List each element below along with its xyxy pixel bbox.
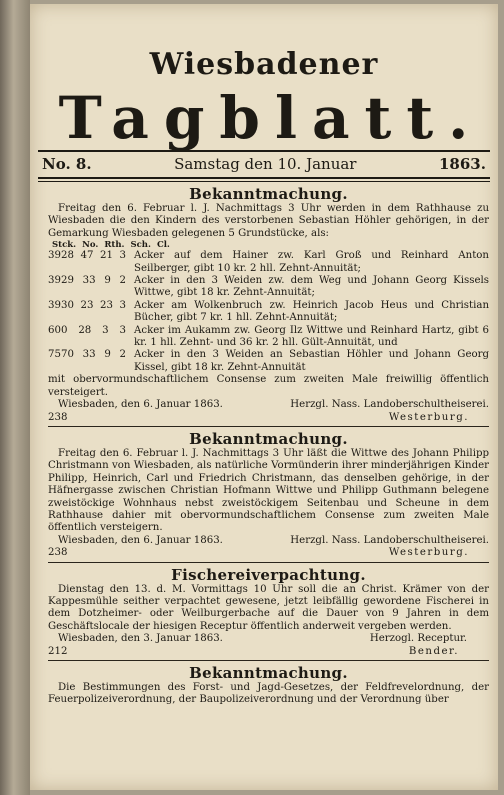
notice-outro: mit obervormundschaftlichem Consense zum zweiten Male freiwillig öffentlich versteigert. [48,374,489,398]
parcel-sch: 9 [104,349,111,361]
dateline [42,152,486,177]
notice-4 [48,664,489,707]
notice-2 [48,430,489,563]
signature-office: Herzogl. Receptur. [369,633,467,645]
parcel-sch: 3 [102,324,109,336]
signature-place: Wiesbaden, den 6. Januar 1863. [58,399,223,411]
parcel-rth: 33 [82,349,96,361]
parcel-description: Acker am Wolkenbruch zw. Heinrich Jacob Heus und Christian Bücher, gibt 7 kr. 1 hll. Zehnt-Annuität; [134,299,489,324]
issue-year: 1863. [439,155,486,173]
reference-number: 238 [48,547,68,559]
parcel-description: Acker im Aukamm zw. Georg Ilz Wittwe und Reinhard Hartz, gibt 6 kr. 1 hll. Zehnt- und 36 kr. 2 hll. Gült-Annuität, und [134,324,489,349]
parcel-no: 7570 [48,349,74,361]
notice-separator [48,562,489,563]
newspaper-page [30,4,498,790]
signature-place: Wiesbaden, den 3. Januar 1863. [58,633,223,645]
parcel-row [48,300,489,325]
col-header: Stck. [52,240,77,251]
signer-name: Bender. [408,645,459,657]
reference-line [48,547,489,559]
parcel-cl: 3 [119,324,126,336]
notice-heading: Bekanntmachung. [189,429,348,448]
parcel-no: 3928 [48,250,74,262]
parcel-numbers [48,349,134,361]
masthead-title: Tagblatt. [58,84,484,152]
parcel-list [48,250,489,374]
parcel-rth: 28 [78,324,92,336]
signer-name: Westerburg. [388,411,469,423]
col-header: No. [82,240,99,251]
signer-name: Westerburg. [388,547,469,559]
reference-number: 238 [48,411,68,423]
dateline-rule [38,177,490,179]
parcel-description: Acker in den 3 Weiden an Sebastian Höhler und Johann Georg Kissel, gibt 18 kr. Zehnt-Annuität [134,349,489,373]
notice-1 [48,185,489,427]
parcel-description: Acker in den 3 Weiden zw. dem Weg und Johann Georg Kissels Wittwe, gibt 18 kr. Zehnt-Annuität; [134,275,489,299]
reference-line [48,646,489,658]
notice-intro: Freitag den 6. Februar l. J. Nachmittags 3 Uhr werden in dem Rathhause zu Wiesbaden die den Kindern des verstorbenen Sebastian Höhler gehörigen, in der Gemarkung Wiesbaden gelegenen 5 Grundstücke, als: [48,203,489,239]
parcel-cl: 3 [119,250,126,262]
dateline-rule-thin [38,181,490,182]
col-header: Rth. [104,240,125,251]
parcel-sch: 9 [104,275,111,287]
notice-3 [48,566,489,661]
parcel-sch: 21 [100,250,113,262]
parcel-no: 3930 [48,299,74,311]
parcel-no: 3929 [48,275,74,287]
signature-line [48,535,489,547]
notice-text: Die Bestimmungen des Forst- und Jagd-Gesetzes, der Feldfrevelordnung, der Feuerpolizeiverordnung, der Baupolizeiverordnung und der Verordnung über [48,682,489,706]
column-headers [52,240,489,250]
parcel-numbers [48,275,134,287]
parcel-numbers [48,325,134,337]
signature-office: Herzgl. Nass. Landoberschultheiserei. [290,399,489,411]
reference-number: 212 [48,645,68,657]
issue-number: No. 8. [42,155,92,173]
notice-heading: Bekanntmachung. [189,664,348,682]
notice-separator [48,426,489,427]
parcel-cl: 3 [119,299,126,311]
masthead-top: Wiesbadener [149,47,379,82]
notice-separator [48,660,489,661]
book-spine [0,0,30,795]
page-body [30,185,498,707]
parcel-rth: 23 [80,299,94,311]
col-header: Cl. [156,240,170,251]
parcel-no: 600 [48,324,68,336]
parcel-cl: 2 [119,349,126,361]
parcel-numbers [48,250,134,262]
notice-text: Dienstag den 13. d. M. Vormittags 10 Uhr soll die an Christ. Krämer von der Kappesmühle seither verpachtet gewesene, jetzt leibfällig gewordene Fischerei in dem Dotzheimer- oder Weilburgerbache auf die Dauer von 9 Jahren in dem Geschäftslocale der hiesigen Receptur öffentlich anderweit vergeben werden. [48,583,489,632]
notice-text: Freitag den 6. Februar l. J. Nachmittags 3 Uhr läßt die Wittwe des Johann Philipp Christmann von Wiesbaden, als natürliche Vormünderin ihrer minderjährigen Kinder Philipp, Heinrich, Carl und Friedrich Christmann, das denselben gehörige, in der Häfnergasse zwischen Christian Hofmann Wittwe und Philipp Guthmann belegene zweistöckige Wohnhaus nebst zweistöckigem Seitenbau und Scheune in dem Rathhause dahier mit obervormundschaftlichem Consense zum zweiten Male öffentlich versteigern. [48,447,489,534]
parcel-rth: 33 [82,275,96,287]
signature-office: Herzgl. Nass. Landoberschultheiserei. [290,534,489,546]
signature-line [48,633,489,645]
parcel-numbers [48,300,134,312]
parcel-row [48,275,489,300]
reference-line [48,412,489,424]
issue-date: Samstag den 10. Januar [174,155,357,173]
parcel-sch: 23 [100,299,113,311]
parcel-description: Acker auf dem Hainer zw. Karl Groß und Reinhard Anton Seilberger, gibt 10 kr. 2 hll. Zehnt-Annuität; [134,250,489,274]
parcel-row [48,325,489,350]
parcel-row [48,349,489,374]
parcel-row [48,250,489,275]
signature-line [48,399,489,411]
col-header: Sch. [130,240,151,251]
notice-heading: Bekanntmachung. [189,185,348,203]
notice-heading: Fischereiverpachtung. [171,565,366,584]
parcel-cl: 2 [119,275,126,287]
parcel-rth: 47 [80,250,94,262]
signature-place: Wiesbaden, den 6. Januar 1863. [58,534,223,546]
